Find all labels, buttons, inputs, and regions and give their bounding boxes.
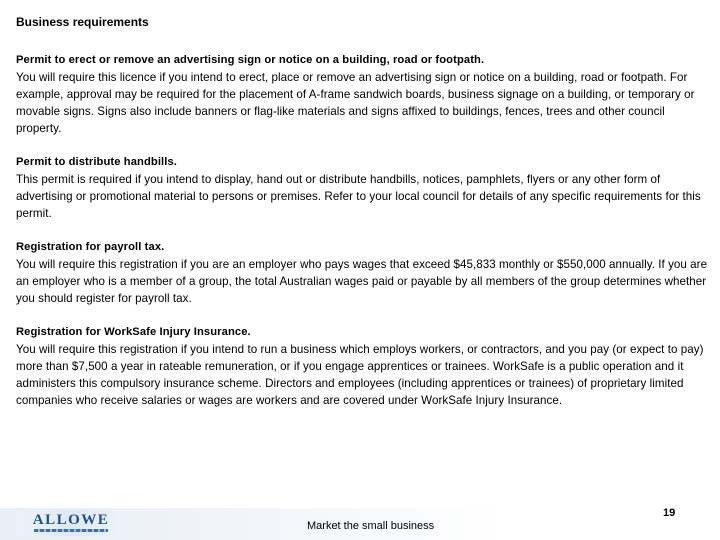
section-advertising-permit: [16, 52, 708, 137]
section-body: You will require this registration if you are an employer who pays wages that exceed $45,833 monthly or $550,000 annually. If you are an employer who is a member of a group, the total Australian wages paid or payable by all members of the group determines whether you should register for payroll tax.: [16, 258, 708, 305]
logo-text: ALLOWE: [32, 512, 110, 528]
section-body: This permit is required if you intend to display, hand out or distribute handbills, notices, pamphlets, flyers or any other form of advertising or promotional material to persons or premises. Refer to your local council for details of any specific requirements for this permit.: [16, 173, 701, 220]
section-body: You will require this licence if you intend to erect, place or remove an advertising sign or notice on a building, road or footpath. For example, approval may be required for the placement of A-frame sandwich boards, business signage on a building, or temporary or movable signs. Signs also include banners or flag-like materials and signs affixed to buildings, fences, trees and other council property.: [16, 71, 695, 135]
section-title: Registration for WorkSafe Injury Insurance.: [16, 326, 251, 338]
section-worksafe: [16, 324, 708, 409]
logo-stripe: [34, 529, 108, 532]
content-area: [16, 14, 708, 426]
section-payroll-tax: [16, 239, 708, 307]
footer-caption: Market the small business: [307, 520, 435, 532]
page-number: 19: [663, 507, 676, 519]
allowe-logo: [16, 510, 126, 536]
section-title: Permit to distribute handbills.: [16, 156, 177, 168]
section-title: Registration for payroll tax.: [16, 241, 165, 253]
page-title: Business requirements: [16, 15, 149, 29]
section-title: Permit to erect or remove an advertising sign or notice on a building, road or footpath.: [16, 54, 485, 66]
section-handbills-permit: [16, 154, 708, 222]
section-body: You will require this registration if you intend to run a business which employs workers, or contractors, and you pay (or expect to pay) more than $7,500 a year in rateable remuneration, or if you engage apprentices or trainees. WorkSafe is a public operation and it administers this compulsory insurance scheme. Directors and employees (including apprentices or trainees) of proprietary limited companies who receive salaries or wages are workers and are covered under WorkSafe Injury Insurance.: [16, 343, 704, 407]
